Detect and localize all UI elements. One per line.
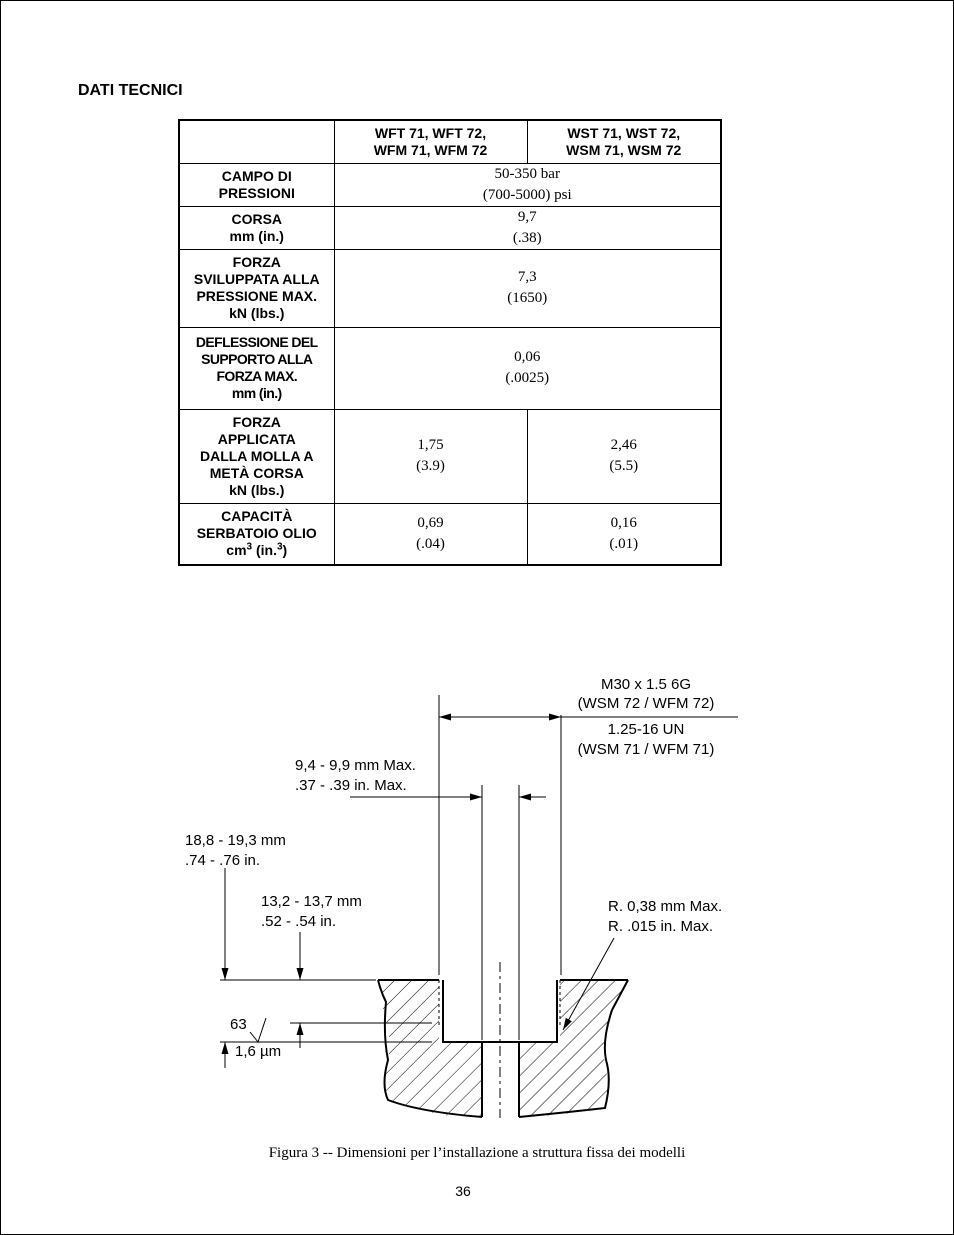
- table-cell-shared: 9,7 (.38): [334, 206, 721, 249]
- row-label: CAMPO DI PRESSIONI: [179, 163, 334, 206]
- section-title: DATI TECNICI: [78, 82, 183, 99]
- table-cell-wst: 0,16 (.01): [527, 503, 721, 565]
- table-cell-shared: 50-350 bar (700-5000) psi: [334, 163, 721, 206]
- thread-depth-mm-label: 13,2 - 13,7 mm: [261, 893, 362, 910]
- radius-mm-label: R. 0,38 mm Max.: [608, 898, 723, 915]
- section-hatch: [378, 980, 628, 1117]
- row-label: FORZA SVILUPPATA ALLA PRESSIONE MAX. kN (lbs.): [179, 249, 334, 327]
- surface-finish-label: 63: [230, 1016, 247, 1033]
- table-cell-wst: 2,46 (5.5): [527, 409, 721, 503]
- page-number: 36: [455, 1183, 471, 1199]
- table-cell-wft: 1,75 (3.9): [334, 409, 527, 503]
- row-label: FORZA APPLICATA DALLA MOLLA A METÀ CORSA kN (lbs.): [179, 409, 334, 503]
- column-header-wst: WST 71, WST 72, WSM 71, WSM 72: [527, 120, 721, 163]
- thread-unified-label: 1.25-16 UN: [607, 721, 685, 738]
- total-depth-mm-label: 18,8 - 19,3 mm: [185, 832, 286, 849]
- table-cell-shared: 0,06 (.0025): [334, 327, 721, 409]
- table-cell-shared: 7,3 (1650): [334, 249, 721, 327]
- row-label: DEFLESSIONE DEL SUPPORTO ALLA FORZA MAX. mm (in.): [179, 327, 334, 409]
- table-cell-wft: 0,69 (.04): [334, 503, 527, 565]
- radius-in-label: R. .015 in. Max.: [608, 918, 714, 935]
- column-header-wft: WFT 71, WFT 72, WFM 71, WFM 72: [334, 120, 527, 163]
- figure-caption: Figura 3 -- Dimensioni per l’installazione a struttura fissa dei modelli: [268, 1145, 686, 1161]
- surface-finish-micron-label: 1,6 µm: [235, 1043, 282, 1060]
- row-label: CAPACITÀ SERBATOIO OLIO $cm^3$ (in.$^3$): [179, 503, 334, 565]
- hole-diameter-mm-label: 9,4 - 9,9 mm Max.: [295, 757, 416, 774]
- thread-metric-label: M30 x 1.5 6G: [600, 676, 692, 693]
- row-label: CORSA mm (in.): [179, 206, 334, 249]
- thread-metric-models-label: (WSM 72 / WFM 72): [577, 695, 715, 712]
- thread-depth-in-label: .52 - .54 in.: [261, 913, 337, 930]
- thread-unified-models-label: (WSM 71 / WFM 71): [577, 741, 715, 758]
- total-depth-in-label: .74 - .76 in.: [185, 852, 261, 869]
- hole-diameter-in-label: .37 - .39 in. Max.: [295, 777, 407, 794]
